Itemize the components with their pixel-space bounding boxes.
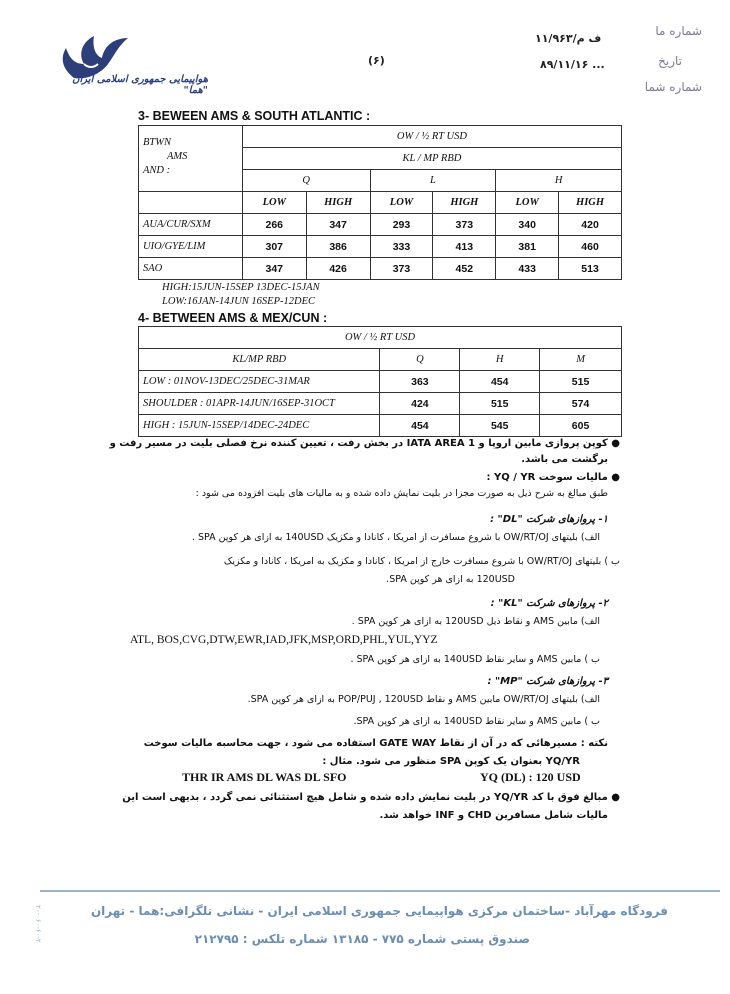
class-q-header: Q	[380, 349, 460, 371]
paragraph-text: کوپن پروازی مابین اروپا و IATA AREA 1 در بخش رفت ، تعیین کننده نرخ فصلی بلیت در مسیر رفت و	[109, 438, 608, 449]
dl-heading: ۱- پروازهای شرکت "DL" :	[490, 514, 608, 525]
bullet-icon: ●	[607, 472, 620, 483]
season-note-low: LOW:16JAN-14JUN 16SEP-12DEC	[162, 296, 316, 307]
table-row	[139, 236, 622, 258]
season-note-high: HIGH:15JUN-15SEP 13DEC-15JAN	[162, 282, 320, 293]
fare-cell: 454	[380, 415, 460, 437]
row-label: SHOULDER : 01APR-14JUN/16SEP-31OCT	[139, 393, 380, 415]
side-note: ۲۰-۰۶۰-۶۰-۲	[34, 905, 42, 943]
table-row	[139, 258, 622, 280]
row-label: AUA/CUR/SXM	[139, 214, 243, 236]
bullet-icon: ●	[607, 792, 620, 803]
row-label: HIGH : 15JUN-15SEP/14DEC-24DEC	[139, 415, 380, 437]
kl-heading: ۲- پروازهای شرکت "KL" :	[490, 598, 608, 609]
fare-cell: 574	[540, 393, 622, 415]
section3-title: 3- BEWEEN AMS & SOUTH ATLANTIC :	[138, 109, 371, 123]
letterhead	[0, 0, 730, 110]
bullet-seasonal-coupon	[100, 436, 620, 451]
date-value: ۸۹/۱۱/۱۶ ...	[540, 58, 605, 71]
footer-divider	[40, 890, 720, 892]
footer-contact: صندوق پستی شماره ۷۷۵ - ۱۳۱۸۵ شماره تلکس : ۲۱۲۷۹۵	[194, 932, 530, 946]
section-heading: مالیات سوخت YQ / YR :	[486, 472, 608, 483]
mp-item-a: الف) بلیتهای OW/RT/OJ مابین AMS و نقاط POP/PUJ , 120USD به ازای هر کوپن SPA.	[247, 694, 600, 705]
class-m-header: M	[540, 349, 622, 371]
fare-cell: 293	[370, 214, 433, 236]
rbd-header: KL/MP RBD	[139, 349, 380, 371]
fare-type-header: OW / ½ RT USD	[139, 327, 622, 349]
mp-heading: ۳- پروازهای شرکت "MP" :	[487, 676, 608, 687]
fare-cell: 386	[306, 236, 370, 258]
fare-cell: 373	[433, 214, 496, 236]
fare-cell: 307	[242, 236, 306, 258]
fare-cell: 347	[306, 214, 370, 236]
fare-cell: 433	[496, 258, 559, 280]
fare-cell: 333	[370, 236, 433, 258]
fare-cell: 545	[460, 415, 540, 437]
kl-cities-list: ATL, BOS,CVG,DTW,EWR,IAD,JFK,MSP,ORD,PHL,YUL,YYZ	[130, 634, 438, 646]
fare-cell: 373	[370, 258, 433, 280]
fare-cell: 266	[242, 214, 306, 236]
section4-title: 4- BETWEEN AMS & MEX/CUN :	[138, 311, 328, 325]
subheader-low: LOW	[242, 192, 306, 214]
row-label: SAO	[139, 258, 243, 280]
table-row	[139, 393, 622, 415]
fare-cell: 424	[380, 393, 460, 415]
class-h-header: H	[496, 170, 622, 192]
section4-table	[138, 326, 622, 437]
bullet-yq-note	[100, 790, 620, 805]
bullet-icon: ●	[607, 438, 620, 449]
footer-address: فرودگاه مهرآباد -ساختمان مرکزی هواپیمایی جمهوری اسلامی ایران - نشانی تلگرافی:هما - تهران	[90, 904, 668, 918]
subheader-low: LOW	[496, 192, 559, 214]
btwn-cell	[139, 126, 243, 192]
paragraph-text: طبق مبالغ به شرح ذیل به صورت مجزا در بلیت نمایش داده شده و به مالیات های بلیت افزوده می شود :	[195, 488, 608, 499]
fare-cell: 515	[460, 393, 540, 415]
dl-item-b: ب ) بلیتهای OW/RT/OJ با شروع مسافرت خارج از امریکا ، کانادا و مکزیک به امریکا ، کانادا و مکزیک	[223, 556, 620, 567]
fare-cell: 347	[242, 258, 306, 280]
table-row	[139, 371, 622, 393]
fare-cell: 420	[559, 214, 622, 236]
subheader-high: HIGH	[433, 192, 496, 214]
fare-cell: 340	[496, 214, 559, 236]
subheader-low: LOW	[370, 192, 433, 214]
rbd-header: KL / MP RBD	[242, 148, 621, 170]
section3-table	[138, 125, 622, 280]
dl-item-b-cont: 120USD به ازای هر کوپن SPA.	[386, 574, 515, 585]
and-label: AND :	[143, 165, 171, 176]
example-route: THR IR AMS DL WAS DL SFO	[182, 770, 347, 784]
class-h-header: H	[460, 349, 540, 371]
subheader-high: HIGH	[559, 192, 622, 214]
note-line: نکته : مسیرهائی که در آن از نقاط GATE WAY استفاده می شود ، جهت محاسبه مالیات سوخت	[143, 738, 608, 749]
page-number: (۶)	[368, 54, 385, 67]
row-label: LOW : 01NOV-13DEC/25DEC-31MAR	[139, 371, 380, 393]
kl-item-a: الف) مابین AMS و نقاط ذیل 120USD به ازای هر کوپن SPA .	[351, 616, 600, 627]
class-l-header: L	[370, 170, 496, 192]
row-label: UIO/GYE/LIM	[139, 236, 243, 258]
fare-cell: 452	[433, 258, 496, 280]
example-tax: YQ (DL) : 120 USD	[480, 770, 581, 784]
fare-cell: 513	[559, 258, 622, 280]
date-label: تاریخ	[658, 54, 682, 68]
fare-cell: 515	[540, 371, 622, 393]
dl-item-a: الف) بلیتهای OW/RT/OJ با شروع مسافرت از امریکا ، کانادا و مکزیک 140USD به ازای هر کوپن SPA .	[191, 532, 600, 543]
table-row	[139, 214, 622, 236]
fare-cell: 363	[380, 371, 460, 393]
ams-label: AMS	[167, 151, 188, 162]
class-q-header: Q	[242, 170, 370, 192]
paragraph-text: مبالغ فوق با کد YQ/YR در بلیت نمایش داده شده و شامل هیچ استثنائی نمی گردد ، بدیهی است این	[122, 792, 608, 803]
paragraph-text: مالیات شامل مسافرین CHD و INF خواهد شد.	[379, 810, 608, 821]
logo-text: هواپیمایی جمهوری اسلامی ایران "هما"	[72, 74, 208, 96]
fare-cell: 605	[540, 415, 622, 437]
fare-cell: 460	[559, 236, 622, 258]
table-row	[139, 415, 622, 437]
fare-cell: 413	[433, 236, 496, 258]
fare-cell: 454	[460, 371, 540, 393]
bullet-fuel-tax	[487, 470, 620, 485]
your-number-label: شماره شما	[644, 80, 702, 94]
subheader-high: HIGH	[306, 192, 370, 214]
our-number-label: شماره ما	[655, 24, 702, 38]
fare-type-header: OW / ½ RT USD	[242, 126, 621, 148]
paragraph-text: برگشت می باشد.	[521, 454, 608, 465]
btwn-label: BTWN	[143, 137, 172, 148]
fare-cell: 426	[306, 258, 370, 280]
kl-item-b: ب ) مابین AMS و سایر نقاط 140USD به ازای هر کوپن SPA .	[350, 654, 600, 665]
mp-item-b: ب ) مابین AMS و سایر نقاط 140USD به ازای هر کوپن SPA.	[353, 716, 600, 727]
empty-cell	[139, 192, 243, 214]
note-line: YQ/YR بعنوان یک کوپن SPA منظور می شود. مثال :	[322, 756, 580, 767]
our-number-value: ۱۱/۹۶۳/ف م	[535, 32, 602, 45]
fare-cell: 381	[496, 236, 559, 258]
